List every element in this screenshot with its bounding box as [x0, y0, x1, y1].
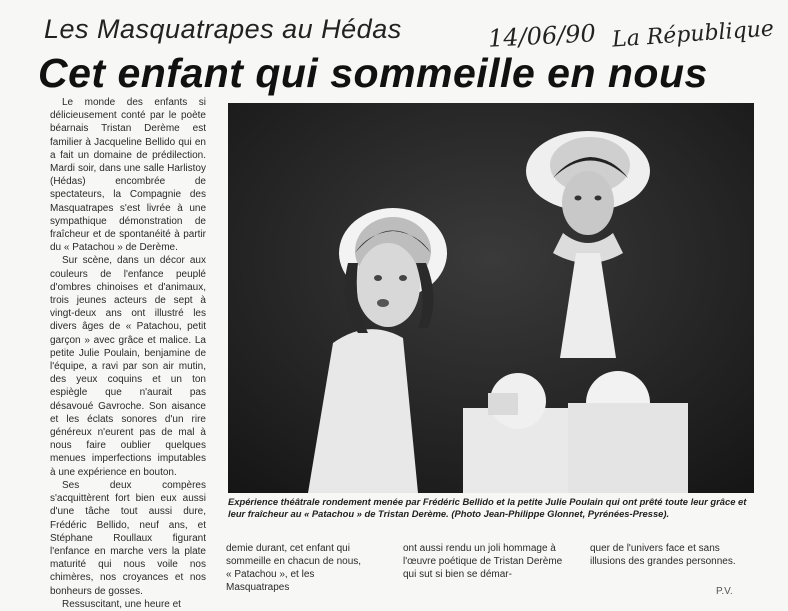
article-kicker: Les Masquatrapes au Hédas	[44, 14, 402, 44]
handwritten-date: 14/06/90	[487, 19, 597, 53]
handwritten-source: La République	[611, 16, 775, 53]
headline: Cet enfant qui sommeille en nous	[38, 50, 708, 96]
paragraph: Le monde des enfants si délicieusement conté par le poète béarnais Tristan Derème est familier à Jacqueline Bellido qui en a fait un domaine de prédilection. Mardi soir, dans une salle Harlistoy (Hédas) encombrée de spectateurs, la Compagnie des Masquatrapes s'est livrée à une sympathique démonstration de fraîcheur et de spontanéité à partir du « Patachou » de Derème.	[50, 97, 206, 254]
article-column-left	[50, 96, 206, 611]
photo-illustration	[228, 103, 754, 493]
paragraph: Ses deux compères s'acquittèrent fort bien eux aussi d'une tâche tout aussi dure, Frédéric Bellido, neuf ans, et Stéphane Roullaux figurant l'enfance en marche vers la plate maturité qui nous voile nos chimères, nos croyances et nos bonheurs de gosses.	[50, 479, 206, 597]
article-column-bottom-2: ont aussi rendu un joli hommage à l'œuvre poétique de Tristan Derème qui sut si bien se démar-	[403, 543, 563, 580]
photo-caption: Expérience théâtrale rondement menée par Frédéric Bellido et la petite Julie Poulain qui ont prêté toute leur grâce et leur fraîcheur au « Patachou » de Tristan Derème. (Photo Jean-Philippe Glonnet, Pyrénées-Presse).	[228, 496, 747, 519]
article-column-bottom-3: quer de l'univers face et sans illusions des grandes personnes.	[590, 543, 736, 567]
footer-mark: P.V.	[716, 586, 733, 597]
article-column-bottom-1: demie durant, cet enfant qui sommeille en chacun de nous, « Patachou », et les Masquatrapes	[226, 543, 362, 593]
paragraph: Ressuscitant, une heure et	[62, 598, 181, 610]
article-photo	[228, 103, 754, 493]
paragraph: Sur scène, dans un décor aux couleurs de l'enfance peuplé d'ombres chinoises et d'animaux, trois jeunes acteurs de sept à vingt-deux ans ont illustré les divers âges de « Patachou, petit garçon » avec grâce et malice. La petite Julie Poulain, benjamine de l'équipe, a ravi par son air mutin, des yeux coquins et un ton espiègle que n'aurait pas désavoué Gavroche. Son aisance et les éclats sonores d'un rire généreux n'eurent pas de mal à nous faire oublier quelques menues imperfections imputables à une expérience en bouton.	[50, 255, 206, 478]
